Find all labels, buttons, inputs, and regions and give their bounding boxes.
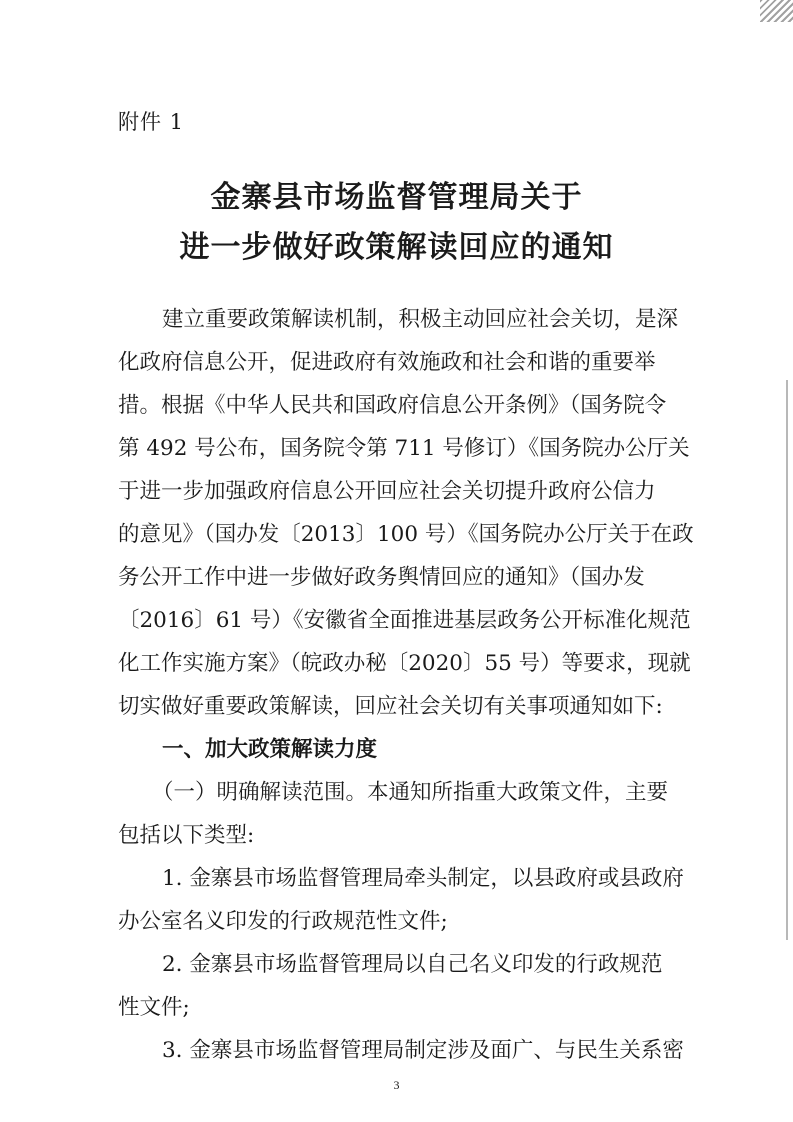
body-line: 化政府信息公开，促进政府有效施政和社会和谐的重要举 <box>118 350 656 375</box>
body-line: 务公开工作中进一步做好政务舆情回应的通知》（国办发 <box>118 565 645 590</box>
body-line: 化工作实施方案》（皖政办秘〔2020〕55 号）等要求，现就 <box>118 651 691 676</box>
body-line: 包括以下类型: <box>118 823 255 848</box>
list-item-continuation: 办公室名义印发的行政规范性文件; <box>118 909 448 934</box>
list-item: 3. 金寨县市场监督管理局制定涉及面广、与民生关系密 <box>162 1038 684 1063</box>
body-line: 切实做好重要政策解读，回应社会关切有关事项通知如下: <box>118 694 663 719</box>
scan-corner-mark <box>760 0 793 22</box>
body-line: 第 492 号公布，国务院令第 711 号修订）《国务院办公厅关 <box>118 436 690 461</box>
list-item: 2. 金寨县市场监督管理局以自己名义印发的行政规范 <box>162 952 663 977</box>
body-line: 建立重要政策解读机制，积极主动回应社会关切，是深 <box>162 307 679 332</box>
body-line: （一）明确解读范围。本通知所指重大政策文件，主要 <box>152 780 669 805</box>
body-line: 措。根据《中华人民共和国政府信息公开条例》（国务院令 <box>118 393 667 418</box>
list-item-continuation: 性文件; <box>118 995 190 1020</box>
body-line: 〔2016〕61 号）《安徽省全面推进基层政务公开标准化规范 <box>118 608 691 633</box>
document-title-line-2: 进一步做好政策解读回应的通知 <box>179 230 614 265</box>
list-item: 1. 金寨县市场监督管理局牵头制定，以县政府或县政府 <box>162 866 684 891</box>
body-line: 的意见》（国办发〔2013〕100 号）《国务院办公厅关于在政 <box>118 522 694 547</box>
page-number: 3 <box>393 1078 400 1092</box>
body-line: 于进一步加强政府信息公开回应社会关切提升政府公信力 <box>118 479 656 504</box>
section-heading: 一、加大政策解读力度 <box>162 737 378 762</box>
page-edge-shadow <box>786 380 788 940</box>
document-title-line-1: 金寨县市场监督管理局关于 <box>210 180 583 215</box>
attachment-label: 附件 1 <box>118 110 185 134</box>
